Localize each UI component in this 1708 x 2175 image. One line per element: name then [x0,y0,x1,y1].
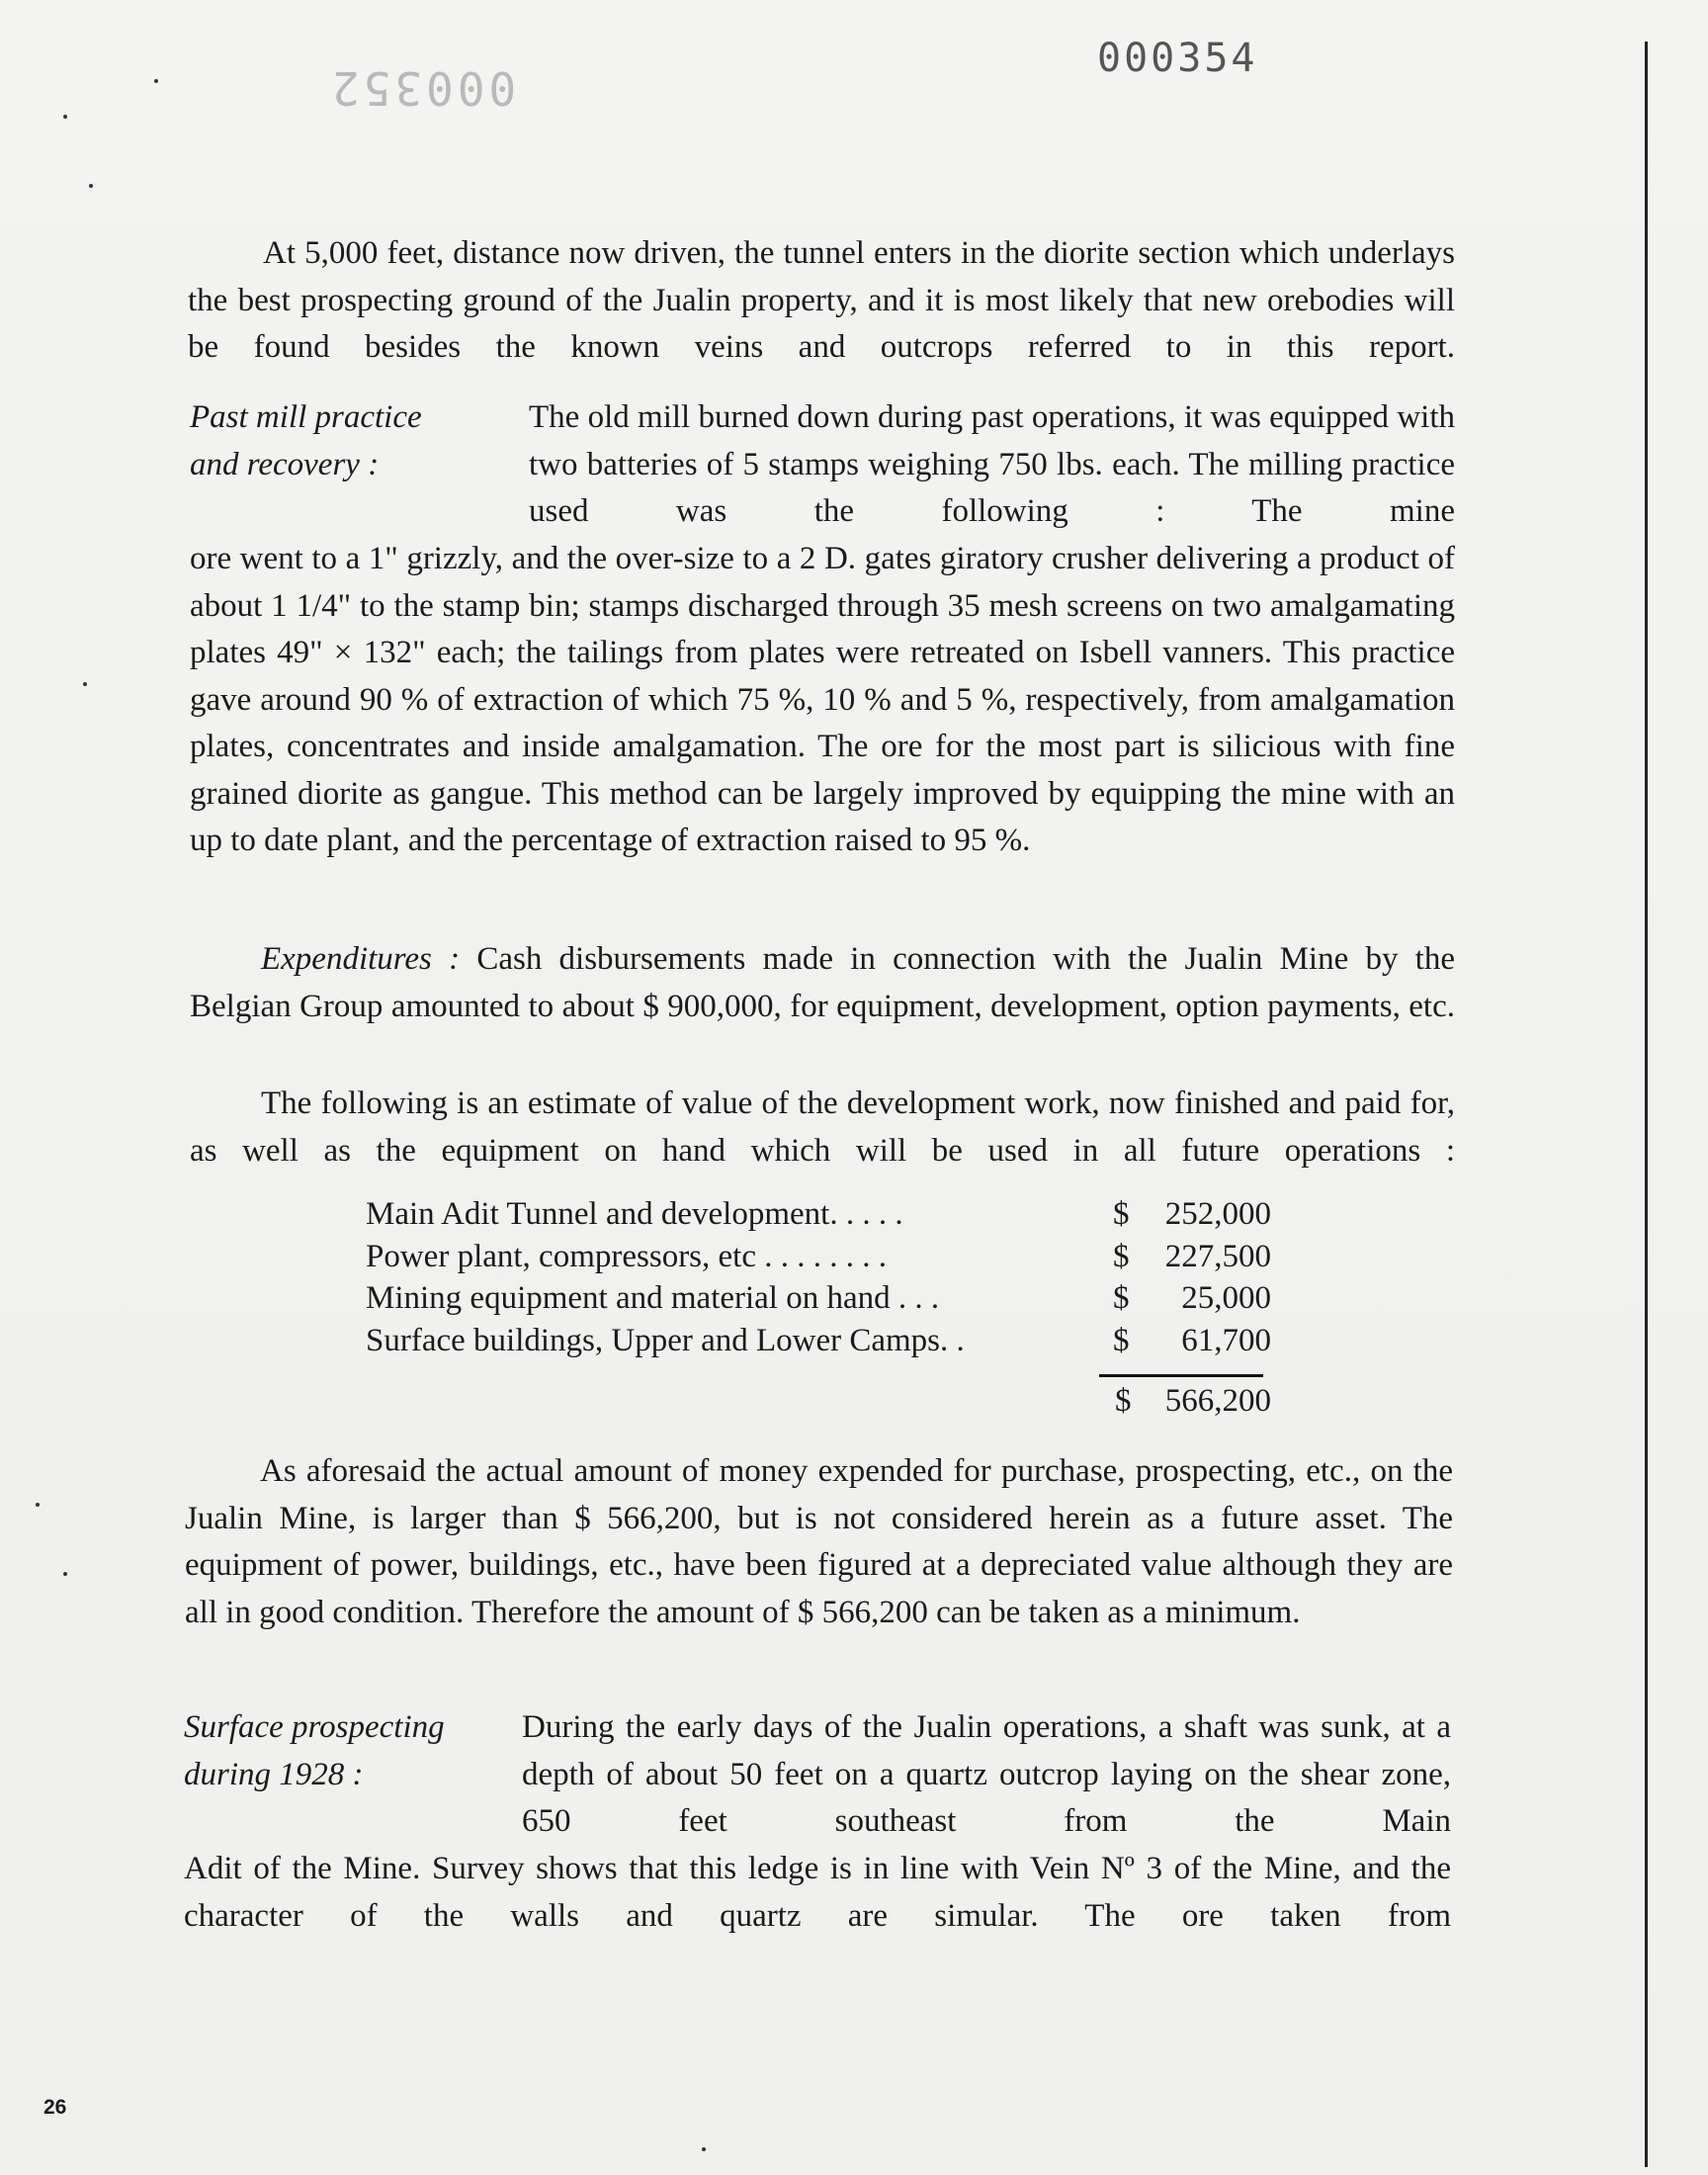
table-item: Power plant, compressors, etc . . . . . . . . [366,1238,887,1274]
expenditures-text: Cash disbursements made in connection with the Jualin Mine by the Belgian Group amounted to about $ 900,000, for equipment, development, option payments, etc. [190,941,1455,1024]
currency-symbol: $ [1113,1322,1130,1358]
estimate-table [366,1193,1271,1361]
side-heading-line: Surface prospecting [184,1709,445,1745]
side-heading-line: and recovery : [190,446,380,482]
stamp-number-top-left: 000352 [328,61,517,115]
currency-symbol: $ [1113,1238,1130,1274]
table-amount: 227,500 [1164,1238,1271,1274]
currency-symbol: $ [1113,1196,1130,1232]
side-heading-line: during 1928 : [184,1756,364,1792]
expenditures-label: Expenditures : [261,941,461,977]
currency-symbol: $ [1115,1383,1132,1419]
paragraph-aforesaid: As aforesaid the actual amount of money expended for purchase, prospecting, etc., on the Jualin Mine, is larger than $ 566,200, but is not considered herein as a future asset. The equipment of power, buildings, etc., have been figured at a depreciated value although they are all in good condition. Therefore the amount of $ 566,200 can be taken as a minimum. [185,1453,1453,1630]
scan-speck [63,115,67,119]
paragraph-mill-head: The old mill burned down during past operations, it was equipped with two batteries of 5 stamps weighing 750 lbs. each. The milling practice used was the following : The mine [529,399,1455,529]
side-heading-mill [190,394,422,488]
table-amount-cell [1113,1320,1271,1362]
table-row [366,1193,1271,1236]
scan-speck [154,79,158,83]
paragraph-surface-body: Adit of the Mine. Survey shows that this ledge is in line with Vein Nº 3 of the Mine, and the character of the walls and quartz are simular. The ore taken from [184,1851,1451,1934]
total-rule [1099,1374,1263,1377]
table-row [366,1236,1271,1278]
page-number: 26 [43,2096,67,2119]
side-heading-surface [184,1704,445,1798]
page-edge-line [1645,42,1648,2167]
currency-symbol: $ [1113,1280,1130,1316]
scan-speck [83,682,87,686]
paragraph-mill-body: ore went to a 1" grizzly, and the over-size to a 2 D. gates giratory crusher delivering a product of about 1 1/4" to the stamp bin; stamps discharged through 35 mesh screens on two amalgamating plates 49" × 132" each; the tailings from plates were retreated on Isbell vanners. This practice gave around 90 % of extraction of which 75 %, 10 % and 5 %, respectively, from amalgamation plates, concentrates and inside amalgamation. The ore for the most part is silicious with fine grained diorite as gangue. This method can be largely improved by equipping the mine with an up to date plant, and the percentage of extraction raised to 95 %. [190,541,1455,858]
side-heading-line: Past mill practice [190,399,422,435]
paragraph-estimate: The following is an estimate of value of the development work, now finished and paid for, as well as the equipment on hand which will be used in all future operations : [190,1086,1455,1169]
paragraph-expenditures [190,936,1455,1030]
paragraph-surface-head: During the early days of the Jualin operations, a shaft was sunk, at a depth of about 50 feet on a quartz outcrop laying on the shear zone, 650 feet southeast from the Main [522,1709,1451,1839]
total-amount: 566,200 [1164,1383,1271,1419]
paragraph-tunnel: At 5,000 feet, distance now driven, the tunnel enters in the diorite section which underlays the best prospecting ground of the Jualin property, and it is most likely that new orebodies will be found besides the known veins and outcrops referred to in this report. [188,235,1455,365]
table-amount: 25,000 [1181,1280,1271,1316]
table-amount-cell [1113,1277,1271,1320]
stamp-number-top-right: 000354 [1097,36,1258,81]
table-row [366,1277,1271,1320]
table-row [366,1320,1271,1362]
table-amount-cell [1113,1193,1271,1236]
table-total [1115,1380,1271,1422]
scan-speck [63,1572,67,1576]
table-item: Mining equipment and material on hand . . . [366,1280,940,1316]
table-item: Main Adit Tunnel and development. . . . . [366,1196,903,1232]
table-amount: 252,000 [1164,1196,1271,1232]
table-amount: 61,700 [1181,1322,1271,1358]
table-amount-cell [1113,1236,1271,1278]
scan-speck [89,184,93,188]
table-item: Surface buildings, Upper and Lower Camps. . [366,1322,965,1358]
scan-speck [36,1503,40,1507]
scan-speck [702,2147,706,2151]
